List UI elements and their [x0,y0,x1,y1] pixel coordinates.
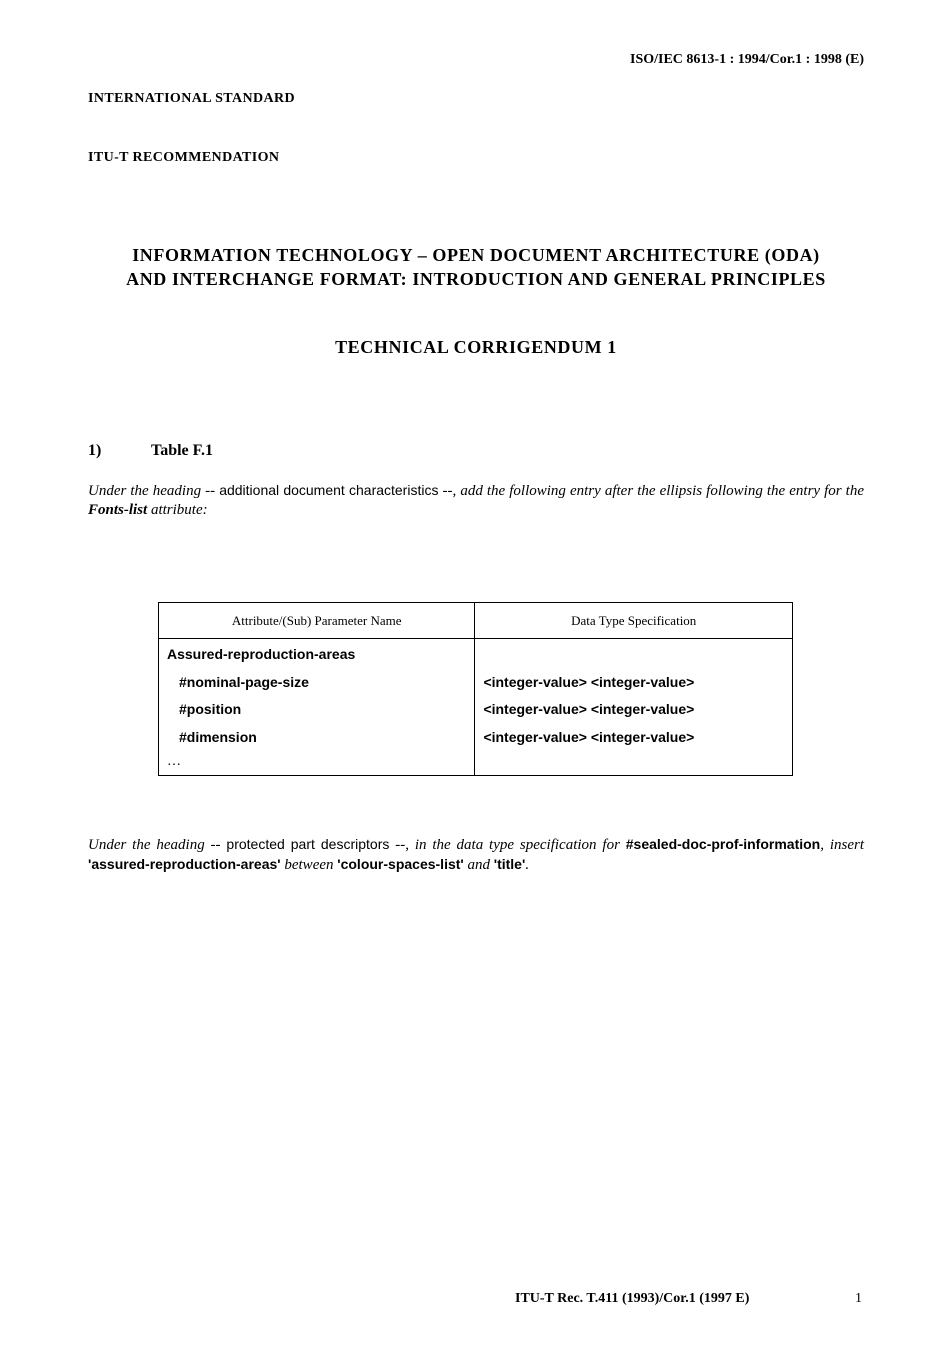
document-reference: ISO/IEC 8613-1 : 1994/Cor.1 : 1998 (E) [630,52,864,67]
para2-text-6: . [525,857,530,873]
column-header-attribute: Attribute/(Sub) Parameter Name [159,603,475,639]
para2-text-4: between [280,857,338,873]
header-international-standard: INTERNATIONAL STANDARD [88,91,296,106]
document-subtitle: TECHNICAL CORRIGENDUM 1 [335,337,617,357]
para2-heading-name: protected part descriptors [226,836,390,852]
para2-inserted-item: 'assured-reproduction-areas' [88,856,281,872]
para2-text-1: Under the heading -- [88,837,227,853]
data-type-value [483,641,784,669]
para2-parameter-name: #sealed-doc-prof-information [625,836,821,852]
para2-text-5: and [463,857,494,873]
para1-text-3: attribute: [147,502,208,518]
data-type-value: <integer-value> <integer-value> [483,728,695,745]
table-header-row [159,603,793,639]
column-header-data-type: Data Type Specification [475,603,793,639]
para2-preceding-item: 'colour-spaces-list' [337,856,464,872]
data-type-value: <integer-value> <integer-value> [483,701,695,717]
section-title: Table F.1 [151,442,213,459]
attribute-name-cell [159,639,475,776]
title-line-2: AND INTERCHANGE FORMAT: INTRODUCTION AND GENERAL PRINCIPLES [126,269,826,289]
document-title [88,243,864,291]
section-number: 1) [88,442,102,459]
parameter-name: #dimension [179,728,257,745]
data-type-cell [475,639,793,776]
para1-attribute-name: Fonts-list [88,502,148,518]
footer-reference: ITU-T Rec. T.411 (1993)/Cor.1 (1997 E) [515,1291,750,1306]
para1-heading-name: additional document characteristics [219,482,439,498]
para2-text-3: , insert [820,837,865,853]
para2-text-2: --, in the data type specification for [389,837,626,853]
table-body-row [159,639,793,776]
instruction-paragraph-2 [88,835,864,875]
data-type-value: <integer-value> <integer-value> [483,673,695,690]
parameter-name: #nominal-page-size [179,673,309,690]
page-number: 1 [855,1291,862,1306]
ellipsis: … [167,754,181,769]
data-type-value [483,751,784,775]
title-line-1: INFORMATION TECHNOLOGY – OPEN DOCUMENT ARCHITECTURE (ODA) [132,245,820,265]
attribute-name: Assured-reproduction-areas [167,646,356,662]
para1-text-2: --, add the following entry after the ellipsis following the entry for the [438,483,865,499]
para1-text-1: Under the heading -- [88,483,220,499]
parameter-name: #position [179,701,242,717]
header-itu-recommendation: ITU-T RECOMMENDATION [88,150,280,165]
instruction-paragraph-1 [88,481,864,520]
attribute-table [158,602,793,776]
para2-following-item: 'title' [493,856,526,872]
